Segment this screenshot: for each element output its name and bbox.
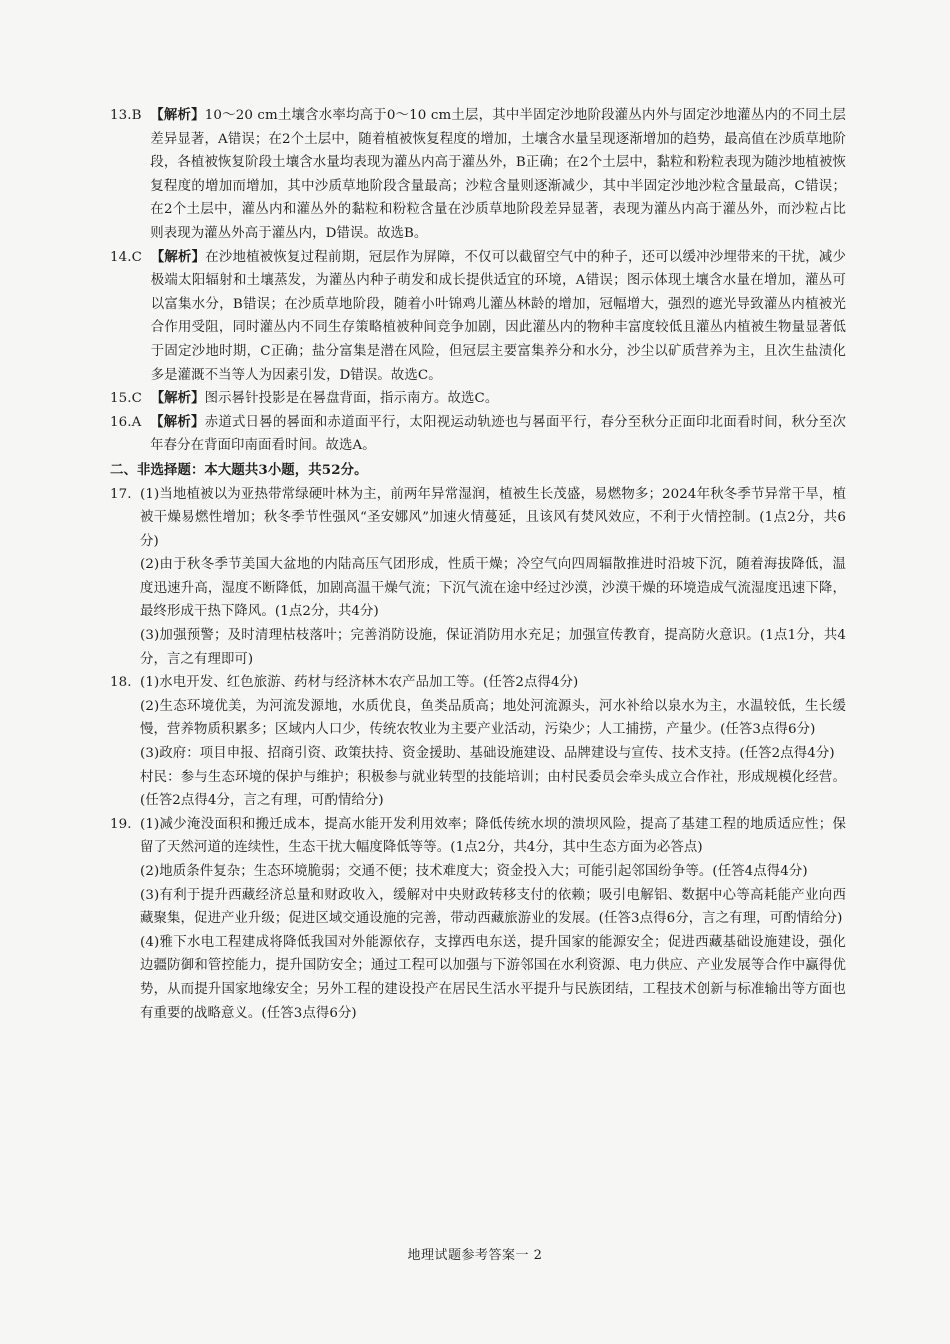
answer-part: (1)水电开发、红色旅游、药材与经济林木农产品加工等。(任答2点得4分)	[140, 675, 579, 691]
answer-part: (4)雅下水电工程建成将降低我国对外能源依存，支撑西电东送，提升国家的能源安全；促进西藏基础设施建设，强化边疆防御和管控能力，提升国防安全；通过工程可以加强与下游邻国在水利资源、电力供应、产业发展等合作中赢得优势，从而提升国家地缘安全；另外工程的建设投产在居民生活水平提升与民族团结，工程技术创新与标准输出等方面也有重要的战略意义。(任答3点得6分)	[140, 934, 846, 1021]
page-footer: 地理试题参考答案一 2	[407, 1248, 543, 1263]
explanation-text: 图示晷针投影是在晷盘背面，指示南方。故选C。	[204, 391, 499, 407]
answer-part: (3)有利于提升西藏经济总量和财政收入，缓解对中央财政转移支付的依赖；吸引电解铝、数据中心等高耗能产业向西藏聚集，促进产业升级；促进区域交通设施的完善，带动西藏旅游业的发展。(任答3点得6分，言之有理，可酌情给分)	[140, 887, 846, 927]
answer-part: (1)减少淹没面积和搬迁成本，提高水能开发利用效率；降低传统水坝的溃坝风险，提高了基建工程的地质适应性；保留了天然河道的连续性，生态干扰大幅度降低等等。(1点2分，共4分，其中生态方面为必答点)	[140, 816, 846, 856]
explanation	[150, 104, 846, 246]
answer-part: (3)加强预警；及时清理枯枝落叶；完善消防设施，保证消防用水充足；加强宣传教育，提高防火意识。(1点1分，共4分，言之有理即可)	[140, 628, 846, 667]
question-number: 15.C	[110, 391, 142, 407]
answer-item-14	[110, 246, 846, 388]
answer-part: (3)政府：项目申报、招商引资、政策扶持、资金援助、基础设施建设、品牌建设与宣传、技术支持。(任答2点得4分)	[140, 746, 835, 762]
answer-item-16	[110, 411, 846, 458]
question-number: 13.B	[110, 108, 142, 123]
answer-part: 村民：参与生态环境的保护与维护；积极参与就业转型的技能培训；由村民委员会牵头成立合作社，形成规模化经营。(任答2点得4分，言之有理，可酌情给分)	[140, 769, 846, 809]
explanation-text: 在沙地植被恢复过程前期，冠层作为屏障，不仅可以截留空气中的种子，还可以缓冲沙埋带来的干扰，减少极端太阳辐射和土壤蒸发，为灌丛内种子萌发和成长提供适宜的环境，A错误；图示体现土壤含水量在增加，灌丛可以富集水分，B错误；在沙质草地阶段，随着小叶锦鸡儿灌丛林龄的增加，冠幅增大，强烈的遮光导致灌丛内植被光合作用受阻，同时灌丛内不同生存策略植被种间竞争加剧，因此灌丛内的物种丰富度较低且灌丛内植被生物量显著低于固定沙地时期，C正确；盐分富集是潜在风险，但冠层主要富集养分和水分，沙尘以矿质营养为主，且次生盐渍化多是灌溉不当等人为因素引发，D错误。故选C。	[150, 249, 846, 383]
answer-item-19	[110, 813, 846, 860]
question-number: 17.	[110, 486, 132, 502]
analysis-tag: 【解析】	[150, 107, 205, 123]
explanation	[150, 411, 846, 458]
answer-part: (2)地质条件复杂；生态环境脆弱；交通不便；技术难度大；资金投入大；可能引起邻国纷争等。(任答4点得4分)	[140, 864, 808, 879]
explanation-text: 10～20 cm土壤含水率均高于0～10 cm土层，其中半固定沙地阶段灌丛内外与固定沙地灌丛内的不同土层差异显著，A错误；在2个土层中，随着植被恢复程度的增加，土壤含水量呈现逐渐增加的趋势，最高值在沙质草地阶段，各植被恢复阶段土壤含水量均表现为灌丛内高于灌丛外，B正确；在2个土层中，黏粒和粉粒表现为随沙地植被恢复程度的增加而增加，其中沙质草地阶段含量最高；沙粒含量则逐渐减少，其中半固定沙地沙粒含量最高，C错误；在2个土层中，灌丛内和灌丛外的黏粒和粉粒含量在沙质草地阶段差异显著，表现为灌丛内高于灌丛外，而沙粒占比则表现为灌丛外高于灌丛内，D错误。故选B。	[150, 108, 846, 241]
question-number: 14.C	[110, 249, 142, 265]
explanation	[151, 387, 846, 411]
analysis-tag: 【解析】	[150, 248, 206, 265]
answer-part: (2)生态环境优美，为河流发源地，水质优良，鱼类品质高；地处河流源头，河水补给以泉水为主，水温较低，生长缓慢，营养物质积累多；区域内人口少，传统农牧业为主要产业活动，污染少；人工捕捞，产量少。(任答3点得6分)	[140, 698, 846, 738]
question-number: 19.	[110, 816, 132, 832]
question-number: 18.	[110, 675, 132, 691]
explanation	[151, 246, 846, 388]
answer-item-17	[110, 483, 846, 554]
section-title: 二、非选择题：本大题共3小题，共52分。	[110, 461, 368, 478]
analysis-tag: 【解析】	[150, 413, 205, 430]
question-number: 16.A	[110, 414, 142, 430]
answer-item-15	[110, 387, 846, 411]
answer-item-13	[110, 104, 846, 246]
explanation-text: 赤道式日晷的晷面和赤道面平行，太阳视运动轨迹也与晷面平行，春分至秋分正面印北面看时间，秋分至次年春分在背面印南面看时间。故选A。	[150, 414, 846, 454]
answer-part: (1)当地植被以为亚热带常绿硬叶林为主，前两年异常湿润，植被生长茂盛，易燃物多；2024年秋冬季节异常干旱，植被干燥易燃性增加；秋冬季节性强风“圣安娜风”加速火情蔓延，且该风有焚风效应，不利于火情控制。(1点2分，共6分)	[140, 486, 846, 549]
answer-part: (2)由于秋冬季节美国大盆地的内陆高压气团形成，性质干燥；冷空气向四周辐散推进时沿坡下沉，随着海拔降低，温度迅速升高，湿度不断降低，加剧高温干燥气流；下沉气流在途中经过沙漠，沙漠干燥的环境造成气流湿度迅速下降，最终形成干热下降风。(1点2分，共4分)	[140, 557, 846, 620]
answer-sheet-page	[110, 104, 846, 1025]
answer-item-18	[110, 671, 846, 695]
analysis-tag: 【解析】	[150, 390, 205, 407]
